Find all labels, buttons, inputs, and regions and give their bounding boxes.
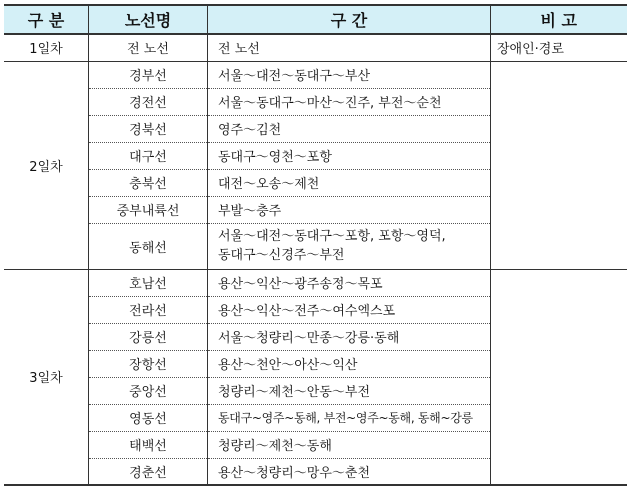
- line-name-cell: 경부선: [89, 61, 208, 88]
- line-name-cell: 영동선: [89, 404, 208, 431]
- section-cell: 서울～동대구～마산～진주, 부전～순천: [208, 88, 491, 115]
- line-name-cell: 전 노선: [89, 34, 208, 61]
- section-cell: 부발～충주: [208, 196, 491, 223]
- group-label-day3: 3일차: [4, 269, 89, 485]
- line-name-cell: 장항선: [89, 350, 208, 377]
- line-name-cell: 충북선: [89, 169, 208, 196]
- header-line-name: 노선명: [89, 5, 208, 34]
- section-cell: 동대구~영주~동해, 부전~영주~동해, 동해~강릉: [208, 404, 491, 431]
- note-cell-empty: [491, 269, 627, 485]
- table-row: [4, 61, 627, 88]
- section-cell: 용산～익산～전주～여수엑스포: [208, 296, 491, 323]
- schedule-table: [4, 4, 627, 486]
- section-cell: 용산～익산～광주송정～목포: [208, 269, 491, 296]
- line-name-cell: 동해선: [89, 223, 208, 269]
- note-cell-empty: [491, 61, 627, 269]
- section-cell: 청량리～제천～동해: [208, 431, 491, 458]
- header-row: [4, 5, 627, 34]
- section-line-1: 서울～대전～동대구～포항, 포항～영덕,: [218, 229, 446, 244]
- section-cell: 서울～대전～동대구～부산: [208, 61, 491, 88]
- line-name-cell: 경북선: [89, 115, 208, 142]
- line-name-cell: 대구선: [89, 142, 208, 169]
- section-cell: 청량리～제천～안동～부전: [208, 377, 491, 404]
- section-cell: 용산～천안～아산～익산: [208, 350, 491, 377]
- note-cell: 장애인·경로: [491, 34, 627, 61]
- section-cell: 동대구～영천～포항: [208, 142, 491, 169]
- line-name-cell: 중부내륙선: [89, 196, 208, 223]
- line-name-cell: 호남선: [89, 269, 208, 296]
- section-cell: 대전～오송～제천: [208, 169, 491, 196]
- section-line-2: 동대구～신경주～부전: [218, 248, 345, 263]
- header-group: 구 분: [4, 5, 89, 34]
- section-cell-multiline: [208, 223, 491, 269]
- line-name-cell: 태백선: [89, 431, 208, 458]
- line-name-cell: 강릉선: [89, 323, 208, 350]
- line-name-cell: 경춘선: [89, 458, 208, 485]
- section-cell: 영주～김천: [208, 115, 491, 142]
- group-label-day2: 2일차: [4, 61, 89, 269]
- section-cell: 용산～청량리～망우～춘천: [208, 458, 491, 485]
- line-name-cell: 전라선: [89, 296, 208, 323]
- section-cell: 서울～청량리～만종～강릉·동해: [208, 323, 491, 350]
- group-label-day1: 1일차: [4, 34, 89, 61]
- header-note: 비 고: [491, 5, 627, 34]
- line-name-cell: 경전선: [89, 88, 208, 115]
- section-cell: 전 노선: [208, 34, 491, 61]
- table-row: [4, 34, 627, 61]
- table-row: [4, 269, 627, 296]
- line-name-cell: 중앙선: [89, 377, 208, 404]
- header-section: 구 간: [208, 5, 491, 34]
